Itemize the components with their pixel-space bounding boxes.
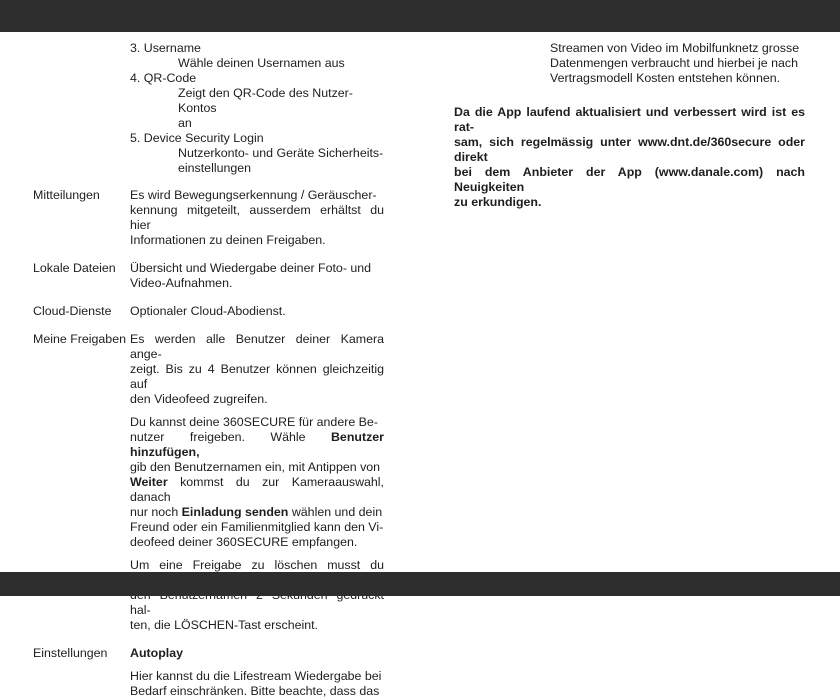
entry-description [130,261,384,291]
desc-line: Freund oder ein Familienmitglied kann den Vi- [130,520,384,534]
desc-line: Es werden alle Benutzer deiner Kamera ange- [130,332,384,361]
header-bar [0,0,840,32]
left-column [33,41,393,699]
desc-line: kennung mitgeteilt, ausserdem erhältst du hier [130,203,384,232]
entry-cloud-dienste [33,304,393,319]
desc-line: Optionaler Cloud-Abodienst. [130,304,286,318]
desc-line: hal- [130,603,151,617]
ui-term-einladung-senden: Einladung senden [181,505,289,519]
entry-description [130,304,384,319]
paragraph [130,332,384,407]
entry-term: Cloud-Dienste [33,304,112,318]
entry-description [130,646,384,699]
desc-line: Hier kannst du die Lifestream Wiedergabe bei [130,669,382,683]
desc-line: nur noch Einladung senden wählen und dein [130,505,383,519]
account-item-title: 3. Username [130,41,201,55]
entry-term: Lokale Dateien [33,261,116,275]
desc-line: Bedarf einschränken. Bitte beachte, dass das [130,684,380,698]
account-item-desc: Zeigt den QR-Code des Nutzer-Kontos [178,86,353,115]
desc-line: Informationen zu deinen Freigaben. [130,233,326,247]
entry-term: Mitteilungen [33,188,100,202]
ui-term-weiter: Weiter [130,475,168,489]
note-line: Da die App laufend aktualisiert und verbessert wird ist es rat- [454,105,805,134]
entry-mitteilungen [33,188,393,248]
ui-term-benutzer-hinzufuegen: Benutzer hinzufügen, [130,430,384,459]
entry-lokale-dateien [33,261,393,291]
account-item-list [130,41,384,176]
desc-line: ten, die LÖSCHEN-Tast erscheint. [130,618,319,632]
desc-line: Übersicht und Wiedergabe deiner Foto- und [130,261,372,275]
desc-line: Es wird Bewegungserkennung / Geräuscher- [130,188,377,202]
desc-line: Datenmengen verbraucht und hierbei je nach [550,56,798,70]
account-item-title: 4. QR-Code [130,71,197,85]
paragraph [130,669,384,699]
update-note [454,105,805,210]
entry-term: Meine Freigaben [33,332,126,346]
desc-line: den Videofeed zugreifen. [130,392,268,406]
note-line: sam, sich regelmässig unter www.dnt.de/360secure oder direkt [454,135,805,164]
desc-line: nutzer freigeben. Wähle Benutzer hinzufügen, [130,430,384,459]
desc-line: Um eine Freigabe zu löschen musst du [130,558,384,572]
footer-bar [0,572,840,596]
note-line: zu erkundigen. [454,195,542,209]
desc-line: Weiter kommst du zur Kameraauswahl, danach [130,475,384,504]
desc-line: Vertragsmodell Kosten entstehen können. [550,71,781,85]
desc-line: deofeed deiner 360SECURE empfangen. [130,535,358,549]
account-item-title: 5. Device Security Login [130,131,264,145]
desc-line: Du kannst deine 360SECURE für andere Be- [130,415,378,429]
subheading-autoplay: Autoplay [130,646,184,660]
paragraph [130,415,384,550]
account-items [33,41,393,176]
desc-line: zeigt. Bis zu 4 Benutzer können gleichzeitig auf [130,362,384,391]
account-item-desc: Wähle deinen Usernamen aus [178,56,345,70]
right-column [454,41,805,210]
note-line: bei dem Anbieter der App (www.danale.com) nach Neuigkeiten [454,165,805,194]
account-item-desc: Nutzerkonto- und Geräte Sicherheits- [178,146,384,160]
account-item-desc: einstellungen [178,161,252,175]
desc-line: Video-Aufnahmen. [130,276,233,290]
account-item-desc: an [178,116,192,130]
entry-description [130,188,384,248]
desc-line: Streamen von Video im Mobilfunknetz grosse [550,41,800,55]
continued-paragraph [454,41,805,86]
entry-einstellungen [33,646,393,699]
desc-line: gib den Benutzernamen ein, mit Antippen von [130,460,381,474]
entry-term: Einstellungen [33,646,108,660]
